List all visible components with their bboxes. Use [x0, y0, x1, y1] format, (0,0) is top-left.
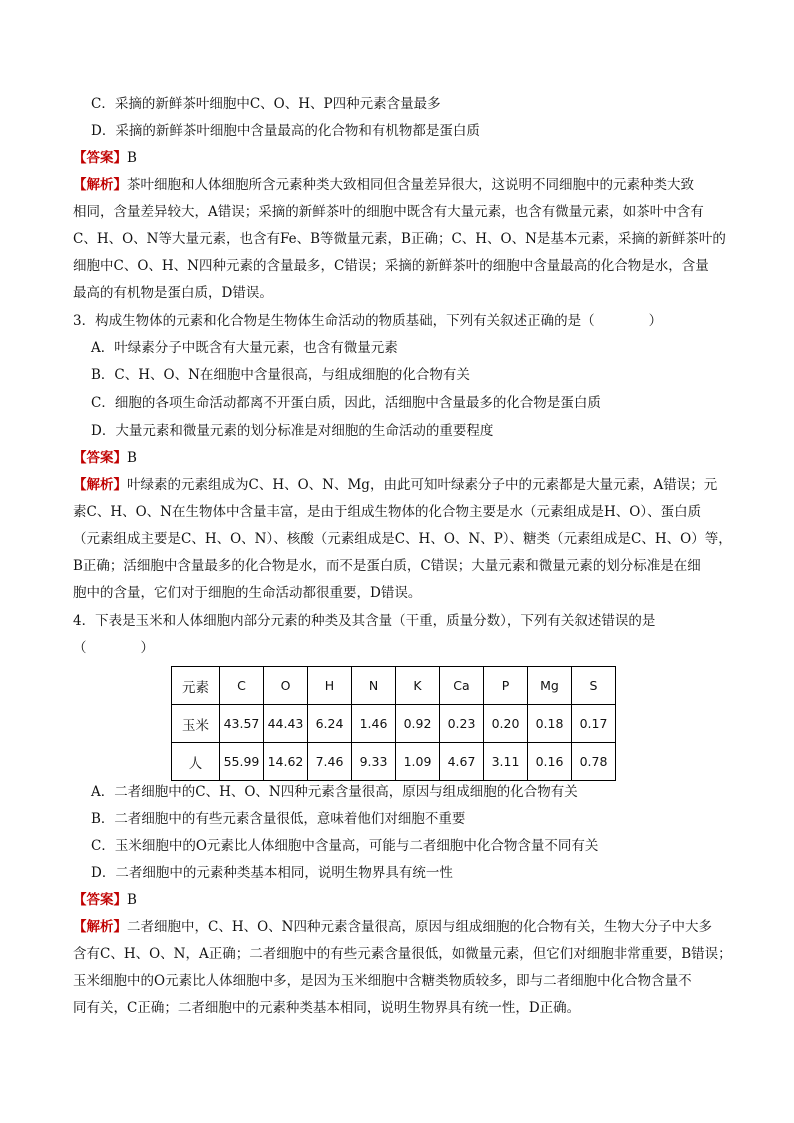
q2-analysis-line-3: C、H、O、N等大量元素，也含有Fe、B等微量元素，B正确；C、H、O、N是基本元素，采摘的新鲜茶叶的	[73, 231, 726, 247]
table-cell: 44.43	[264, 705, 308, 743]
table-row-corn	[172, 705, 616, 743]
q2-analysis-line-1: 【解析】茶叶细胞和人体细胞所含元素种类大致相同但含量差异很大，这说明不同细胞中的元素种类大致	[73, 177, 694, 193]
table-row-human	[172, 743, 616, 781]
table-cell: 0.16	[528, 743, 572, 781]
q3-option-a: A．叶绿素分子中既含有大量元素，也含有微量元素	[91, 340, 398, 356]
table-header-cell: K	[396, 667, 440, 705]
answer-tag: 【答案】	[73, 450, 127, 466]
q2-analysis-line-2: 相同，含量差异较大，A错误；采摘的新鲜茶叶的细胞中既含有大量元素，也含有微量元素，如茶叶中含有	[73, 204, 704, 220]
q4-analysis-line-2: 含有C、H、O、N，A正确；二者细胞中的有些元素含量很低，如微量元素，但它们对细胞非常重要，B错误；	[73, 946, 732, 962]
q4-option-d: D．二者细胞中的元素种类基本相同，说明生物界具有统一性	[91, 865, 453, 881]
table-cell: 0.18	[528, 705, 572, 743]
table-cell: 3.11	[484, 743, 528, 781]
q4-answer-paren: （ ）	[73, 640, 154, 656]
table-header-row	[172, 667, 616, 705]
table-cell: 1.09	[396, 743, 440, 781]
table-cell: 0.23	[440, 705, 484, 743]
q3-analysis-line-4: B正确；活细胞中含量最多的化合物是水，而不是蛋白质，C错误；大量元素和微量元素的划分标准是在细	[73, 558, 701, 574]
q4-analysis-line-4: 同有关，C正确；二者细胞中的元素种类基本相同，说明生物界具有统一性，D正确。	[73, 1000, 581, 1016]
q4-analysis-line-1: 【解析】二者细胞中，C、H、O、N四种元素含量很高，原因与组成细胞的化合物有关，生物大分子中大多	[73, 919, 712, 935]
table-cell: 0.17	[572, 705, 616, 743]
q2-analysis-line-5: 最高的有机物是蛋白质，D错误。	[73, 285, 273, 301]
analysis-tag: 【解析】	[73, 919, 127, 935]
element-content-table	[171, 666, 616, 781]
table-cell: 14.62	[264, 743, 308, 781]
q3-option-d: D．大量元素和微量元素的划分标准是对细胞的生命活动的重要程度	[91, 423, 494, 439]
table-header-cell: S	[572, 667, 616, 705]
table-cell: 0.78	[572, 743, 616, 781]
q2-answer	[73, 148, 137, 168]
answer-value: B	[127, 150, 137, 166]
q4-answer	[73, 890, 137, 910]
q3-answer	[73, 448, 137, 468]
table-header-cell: H	[308, 667, 352, 705]
q4-option-b: B．二者细胞中的有些元素含量很低，意味着他们对细胞不重要	[91, 811, 466, 827]
table-cell: 0.20	[484, 705, 528, 743]
q4-option-a: A．二者细胞中的C、H、O、N四种元素含量很高，原因与组成细胞的化合物有关	[91, 784, 578, 800]
q3-stem: 3．构成生物体的元素和化合物是生物体生命活动的物质基础，下列有关叙述正确的是（ ）	[73, 313, 663, 329]
table-header-cell: Ca	[440, 667, 484, 705]
q3-analysis-line-1: 【解析】叶绿素的元素组成为C、H、O、N、Mg，由此可知叶绿素分子中的元素都是大量元素，A错误；元	[73, 477, 718, 493]
q2-analysis-line-4: 细胞中C、O、H、N四种元素的含量最多，C错误；采摘的新鲜茶叶的细胞中含量最高的化合物是水，含量	[73, 258, 709, 274]
table-cell: 4.67	[440, 743, 484, 781]
analysis-tag: 【解析】	[73, 177, 127, 193]
table-cell: 1.46	[352, 705, 396, 743]
table-cell: 0.92	[396, 705, 440, 743]
q2-option-d: D．采摘的新鲜茶叶细胞中含量最高的化合物和有机物都是蛋白质	[91, 123, 480, 139]
q3-analysis-line-2: 素C、H、O、N在生物体中含量丰富，是由于组成生物体的化合物主要是水（元素组成是H、O）、蛋白质	[73, 504, 702, 520]
answer-value: B	[127, 450, 137, 466]
table-row-label: 人	[172, 743, 220, 781]
q3-analysis-line-5: 胞中的含量，它们对于细胞的生命活动都很重要，D错误。	[73, 585, 422, 601]
q2-option-c: C．采摘的新鲜茶叶细胞中C、O、H、P四种元素含量最多	[91, 96, 441, 112]
q4-analysis-line-3: 玉米细胞中的O元素比人体细胞中多，是因为玉米细胞中含糖类物质较多，即与二者细胞中化合物含量不	[73, 973, 692, 989]
q3-option-c: C．细胞的各项生命活动都离不开蛋白质，因此，活细胞中含量最多的化合物是蛋白质	[91, 395, 601, 411]
answer-tag: 【答案】	[73, 150, 127, 166]
table-header-cell: O	[264, 667, 308, 705]
answer-tag: 【答案】	[73, 892, 127, 908]
table-cell: 7.46	[308, 743, 352, 781]
q3-analysis-line-3: （元素组成主要是C、H、O、N）、核酸（元素组成是C、H、O、N、P）、糖类（元素组成是C、H、O）等，	[73, 531, 732, 547]
table-row-label: 玉米	[172, 705, 220, 743]
table-header-cell: P	[484, 667, 528, 705]
answer-value: B	[127, 892, 137, 908]
table-header-cell: Mg	[528, 667, 572, 705]
q4-option-c: C．玉米细胞中的O元素比人体细胞中含量高，可能与二者细胞中化合物含量不同有关	[91, 838, 599, 854]
table-header-cell: N	[352, 667, 396, 705]
q4-stem: 4．下表是玉米和人体细胞内部分元素的种类及其含量（干重，质量分数），下列有关叙述错误的是	[73, 613, 656, 629]
q3-option-b: B．C、H、O、N在细胞中含量很高，与组成细胞的化合物有关	[91, 367, 470, 383]
table-cell: 43.57	[220, 705, 264, 743]
table-cell: 9.33	[352, 743, 396, 781]
table-header-cell: 元素	[172, 667, 220, 705]
analysis-tag: 【解析】	[73, 477, 127, 493]
table-cell: 6.24	[308, 705, 352, 743]
table-cell: 55.99	[220, 743, 264, 781]
table-header-cell: C	[220, 667, 264, 705]
